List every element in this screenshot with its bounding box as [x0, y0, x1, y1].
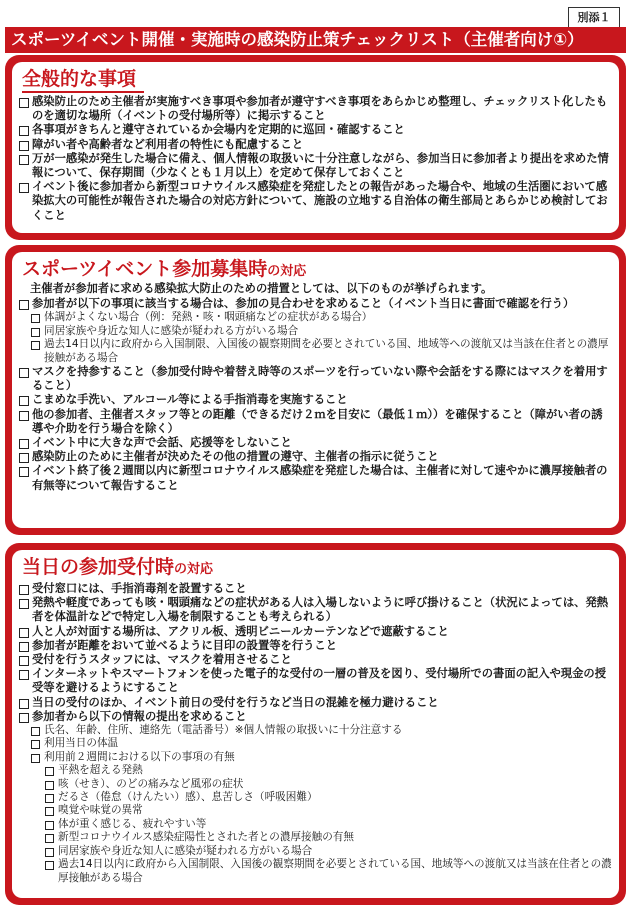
page-title: スポーツイベント開催・実施時の感染防止策チェックリスト（主催者向け①） [5, 27, 626, 53]
checklist-subitem: 過去14日以内に政府から入国制限、入国後の観察期間を必要とされている国、地域等への渡航又は当該在住者との濃厚接触がある場合 [18, 338, 613, 365]
checklist-subsubitem: 過去14日以内に政府から入国制限、入国後の観察期間を必要とされている国、地域等への渡航又は当該在住者との濃厚接触がある場合 [18, 858, 613, 885]
section-general-items [18, 95, 613, 223]
section-general [5, 55, 626, 240]
section-recruitment-items [18, 282, 613, 493]
checklist-item: イベント中に大きな声で会話、応援等をしないこと [18, 436, 613, 450]
checklist-item: 当日の受付のほか、イベント前日の受付を行うなど当日の混雑を極力避けること [18, 696, 613, 710]
section-recruitment-title: スポーツイベント参加募集時 [22, 258, 268, 280]
checklist-item: 万が一感染が発生した場合に備え、個人情報の取扱いに十分注意しながら、参加当日に参加者より提出を求めた情報について、保存期間（少なくとも１月以上）を定めて保存しておくこと [18, 152, 613, 180]
checklist-item: 受付を行うスタッフには、マスクを着用させること [18, 653, 613, 667]
section-recruitment [5, 245, 626, 535]
checklist-item: 受付窓口には、手指消毒剤を設置すること [18, 582, 613, 596]
checklist-subitem: 利用前２週間における以下の事項の有無 [18, 751, 613, 764]
checklist-item: 感染防止のため主催者が実施すべき事項や参加者が遵守すべき事項をあらかじめ整理し、チェックリスト化したものを適切な場所（イベントの受付場所等）に掲示すること [18, 95, 613, 123]
checklist-subitem: 同居家族や身近な知人に感染が疑われる方がいる場合 [18, 325, 613, 338]
section-reception-title: 当日の参加受付時 [22, 556, 175, 578]
section-reception [5, 543, 626, 905]
checklist-item: 参加者が以下の事項に該当する場合は、参加の見合わせを求めること（イベント当日に書面で確認を行う） [18, 297, 613, 311]
checklist-subsubitem: だるさ（倦怠（けんたい）感）、息苦しさ（呼吸困難） [18, 791, 613, 804]
checklist-item: 各事項がきちんと遵守されているか会場内を定期的に巡回・確認すること [18, 123, 613, 137]
checklist-item: 参加者から以下の情報の提出を求めること [18, 710, 613, 724]
checklist-item: マスクを持参すること（参加受付時や着替え時等のスポーツを行っていない際や会話をする際にはマスクを着用すること） [18, 365, 613, 393]
checklist-item: 障がい者や高齢者など利用者の特性にも配慮すること [18, 138, 613, 152]
checklist-item: 発熱や軽度であっても咳・咽頭痛などの症状がある人は入場しないように呼び掛けること（状況によっては、発熱者を体温計などで特定し入場を制限することも考えられる） [18, 596, 613, 624]
checklist-subsubitem: 同居家族や身近な知人に感染が疑われる方がいる場合 [18, 845, 613, 858]
section-recruitment-lead: 主催者が参加者に求める感染拡大防止のための措置としては、以下のものが挙げられます。 [30, 282, 493, 295]
section-recruitment-heading [22, 254, 306, 281]
section-recruitment-suffix: の対応 [267, 264, 307, 279]
checklist-subitem: 利用当日の体温 [18, 737, 613, 750]
section-reception-items [18, 582, 613, 885]
checklist-item: インターネットやスマートフォンを使った電子的な受付の一層の普及を図り、受付場所での書面の記入や現金の授受等を避けるようにすること [18, 667, 613, 695]
checklist-item: 人と人が対面する場所は、アクリル板、透明ビニールカーテンなどで遮蔽すること [18, 625, 613, 639]
annex-label: 別添１ [568, 7, 620, 28]
checklist-item: イベント終了後２週間以内に新型コロナウイルス感染症を発症した場合は、主催者に対して速やかに濃厚接触者の有無等について報告すること [18, 464, 613, 492]
section-general-body [12, 62, 619, 233]
checklist-subitem: 氏名、年齢、住所、連絡先（電話番号）※個人情報の取扱いに十分注意する [18, 724, 613, 737]
checklist-item: 参加者が距離をおいて並べるように目印の設置等を行うこと [18, 639, 613, 653]
checklist-subsubitem: 咳（せき）、のどの痛みなど風邪の症状 [18, 778, 613, 791]
checklist-subsubitem: 新型コロナウイルス感染症陽性とされた者との濃厚接触の有無 [18, 831, 613, 844]
checklist-item: 他の参加者、主催者スタッフ等との距離（できるだけ２ｍを目安に（最低１ｍ））を確保すること（障がい者の誘導や介助を行う場合を除く） [18, 408, 613, 436]
section-reception-suffix: の対応 [174, 562, 214, 577]
section-reception-body [12, 550, 619, 898]
checklist-item: 感染防止のために主催者が決めたその他の措置の遵守、主催者の指示に従うこと [18, 450, 613, 464]
checklist-subitem: 体調がよくない場合（例：発熱・咳・咽頭痛などの症状がある場合） [18, 311, 613, 324]
section-reception-heading [22, 552, 213, 579]
checklist-item: こまめな手洗い、アルコール等による手指消毒を実施すること [18, 393, 613, 407]
section-recruitment-body [12, 252, 619, 528]
checklist-subsubitem: 体が重く感じる、疲れやすい等 [18, 818, 613, 831]
section-general-title: 全般的な事項 [22, 68, 137, 90]
section-general-heading [22, 64, 144, 93]
checklist-page [5, 5, 626, 905]
checklist-subsubitem: 平熱を超える発熱 [18, 764, 613, 777]
checklist-subsubitem: 嗅覚や味覚の異常 [18, 804, 613, 817]
checklist-item: イベント後に参加者から新型コロナウイルス感染症を発症したとの報告があった場合や、地域の生活圏において感染拡大の可能性が報告された場合の対応方針について、施設の立地する自治体の衛生部局とあらかじめ検討しておくこと [18, 180, 613, 223]
